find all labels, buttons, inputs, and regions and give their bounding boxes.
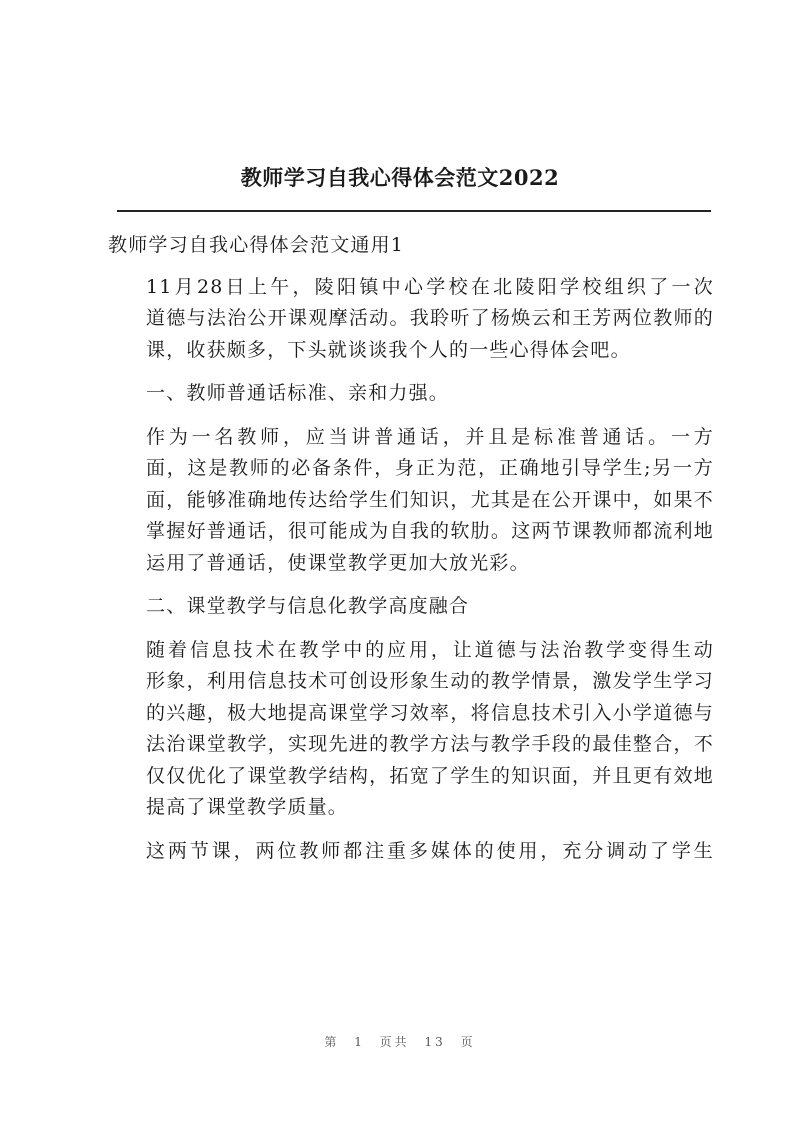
paragraph-line: 掌握好普通话，很可能成为自我的软肋。这两节课教师都流利地 xyxy=(146,520,714,542)
footer-suffix: 页 xyxy=(460,1035,476,1049)
paragraph-line: 这两节课，两位教师都注重多媒体的使用，充分调动了学生 xyxy=(146,839,714,862)
document-body xyxy=(108,230,714,879)
paragraph-line: 道德与法治公开课观摩活动。我聆听了杨焕云和王芳两位教师的 xyxy=(146,307,714,329)
paragraph-line: 仅仅优化了课堂教学结构，拓宽了学生的知识面，并且更有效地 xyxy=(146,764,714,787)
paragraph-it-integration xyxy=(108,635,714,824)
title-divider xyxy=(117,210,711,212)
paragraph-line: 法治课堂教学，实现先进的教学方法与教学手段的最佳整合，不 xyxy=(146,733,714,755)
paragraph-intro xyxy=(108,272,714,367)
page-footer xyxy=(0,1033,800,1050)
section-heading: 教师学习自我心得体会范文通用1 xyxy=(108,234,405,256)
footer-middle: 页共 xyxy=(379,1035,410,1049)
paragraph-line: 面，能够准确地传达给学生们知识，尤其是在公开课中，如果不 xyxy=(146,488,714,511)
subheading-one xyxy=(108,378,714,410)
paragraph-line: 运用了普通话，使课堂教学更加大放光彩。 xyxy=(146,551,530,574)
paragraph-multimedia xyxy=(108,836,714,868)
paragraph-line: 随着信息技术在教学中的应用，让道德与法治教学变得生动 xyxy=(146,638,714,661)
subheading-two xyxy=(108,591,714,623)
paragraph-line: 作为一名教师，应当讲普通话，并且是标准普通话。一方 xyxy=(146,425,714,448)
paragraph-line: 形象，利用信息技术可创设形象生动的教学情景，激发学生学习 xyxy=(146,670,714,692)
paragraph-line: 的兴趣，极大地提高课堂学习效率，将信息技术引入小学道德与 xyxy=(146,701,714,724)
footer-prefix: 第 xyxy=(324,1035,340,1049)
page-title: 教师学习自我心得体会范文2022 xyxy=(240,165,560,190)
paragraph-line: 一、教师普通话标准、亲和力强。 xyxy=(146,382,450,404)
paragraph-mandarin xyxy=(108,422,714,580)
paragraph-line: 面，这是教师的必备条件，身正为范，正确地引导学生;另一方 xyxy=(146,457,714,479)
paragraph-line: 提高了课堂教学质量。 xyxy=(146,796,349,818)
current-page-number: 1 xyxy=(354,1035,365,1049)
total-pages-number: 13 xyxy=(424,1035,446,1049)
paragraph-line: 11月28日上午，陵阳镇中心学校在北陵阳学校组织了一次 xyxy=(146,275,714,298)
paragraph-line: 二、课堂教学与信息化教学高度融合 xyxy=(146,595,470,617)
paragraph-line: 课，收获颇多，下头就谈谈我个人的一些心得体会吧。 xyxy=(146,338,631,361)
